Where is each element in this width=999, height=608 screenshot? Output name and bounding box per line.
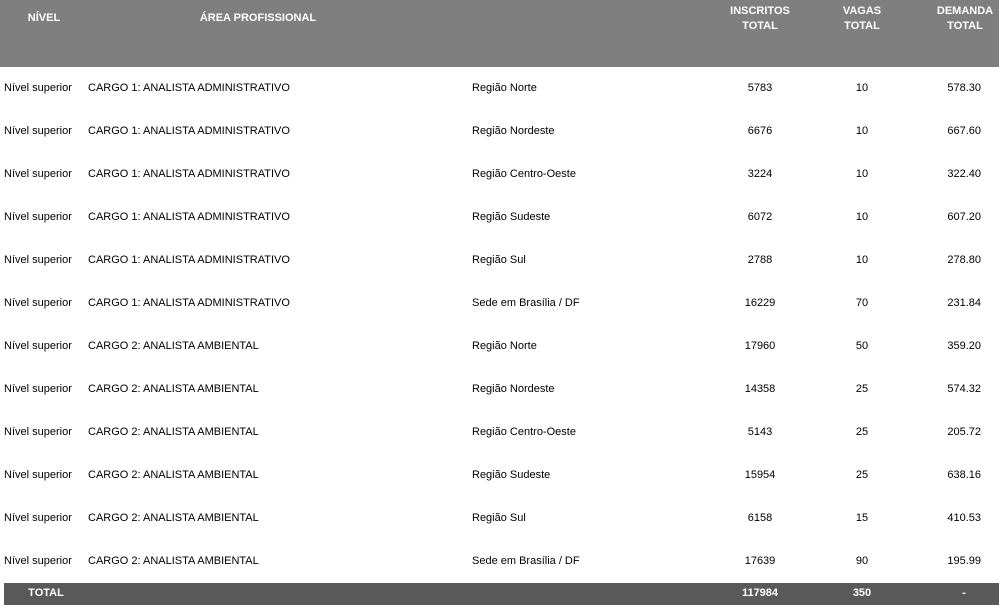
table-body xyxy=(0,67,999,583)
cell-vagas: 25 xyxy=(855,469,869,481)
cell-vagas: 25 xyxy=(855,383,869,395)
cell-demanda: 359.20 xyxy=(947,340,981,352)
cell-inscritos: 6158 xyxy=(747,512,773,524)
cell-inscritos: 5143 xyxy=(747,426,773,438)
footer-demanda-total: - xyxy=(962,587,966,599)
table-row xyxy=(0,153,999,196)
cell-cargo: CARGO 2: ANALISTA AMBIENTAL xyxy=(88,512,259,524)
cell-cargo: CARGO 2: ANALISTA AMBIENTAL xyxy=(88,340,259,352)
cell-nivel: Nível superior xyxy=(4,168,72,180)
cell-inscritos: 2788 xyxy=(747,254,773,266)
header-vagas-line2: TOTAL xyxy=(844,20,880,32)
table-row xyxy=(0,282,999,325)
cell-nivel: Nível superior xyxy=(4,211,72,223)
table-row xyxy=(0,325,999,368)
table-row xyxy=(0,196,999,239)
cell-vagas: 10 xyxy=(855,168,869,180)
cell-nivel: Nível superior xyxy=(4,254,72,266)
cell-cargo: CARGO 1: ANALISTA ADMINISTRATIVO xyxy=(88,82,290,94)
header-demanda-line1: DEMANDA xyxy=(936,5,994,17)
cell-vagas: 10 xyxy=(855,125,869,137)
table-row xyxy=(0,368,999,411)
cell-cargo: CARGO 1: ANALISTA ADMINISTRATIVO xyxy=(88,211,290,223)
table-row xyxy=(0,239,999,282)
cell-cargo: CARGO 1: ANALISTA ADMINISTRATIVO xyxy=(88,297,290,309)
cell-demanda: 574.32 xyxy=(947,383,981,395)
cell-cargo: CARGO 1: ANALISTA ADMINISTRATIVO xyxy=(88,254,290,266)
cell-demanda: 638.16 xyxy=(947,469,981,481)
cell-cargo: CARGO 2: ANALISTA AMBIENTAL xyxy=(88,555,259,567)
cell-inscritos: 16229 xyxy=(744,297,776,309)
table-footer-total xyxy=(4,583,999,605)
header-inscritos-total xyxy=(710,4,810,34)
table-row xyxy=(0,411,999,454)
cell-demanda: 322.40 xyxy=(947,168,981,180)
cell-inscritos: 5783 xyxy=(747,82,773,94)
cell-cargo: CARGO 2: ANALISTA AMBIENTAL xyxy=(88,383,259,395)
table-row xyxy=(0,110,999,153)
table-row xyxy=(0,67,999,110)
cell-cargo: CARGO 1: ANALISTA ADMINISTRATIVO xyxy=(88,125,290,137)
cell-demanda: 578.30 xyxy=(947,82,981,94)
cell-inscritos: 6676 xyxy=(747,125,773,137)
cell-nivel: Nível superior xyxy=(4,125,72,137)
cell-local: Região Centro-Oeste xyxy=(472,168,576,180)
cell-local: Região Sul xyxy=(472,512,526,524)
cell-local: Região Norte xyxy=(472,340,537,352)
cell-nivel: Nível superior xyxy=(4,426,72,438)
table-row xyxy=(0,540,999,583)
cell-vagas: 25 xyxy=(855,426,869,438)
cell-demanda: 231.84 xyxy=(947,297,981,309)
cell-local: Sede em Brasília / DF xyxy=(472,297,580,309)
cell-nivel: Nível superior xyxy=(4,469,72,481)
header-vagas-line1: VAGAS xyxy=(842,5,882,17)
cell-nivel: Nível superior xyxy=(4,383,72,395)
cell-vagas: 10 xyxy=(855,254,869,266)
footer-vagas-total: 350 xyxy=(852,587,872,599)
table-row xyxy=(0,454,999,497)
header-vagas-total xyxy=(812,4,912,34)
cell-inscritos: 6072 xyxy=(747,211,773,223)
cell-cargo: CARGO 2: ANALISTA AMBIENTAL xyxy=(88,426,259,438)
cell-vagas: 90 xyxy=(855,555,869,567)
cell-nivel: Nível superior xyxy=(4,297,72,309)
cell-vagas: 10 xyxy=(855,211,869,223)
footer-inscritos-total: 117984 xyxy=(741,587,779,599)
cell-demanda: 607.20 xyxy=(947,211,981,223)
cell-demanda: 278.80 xyxy=(947,254,981,266)
cell-nivel: Nível superior xyxy=(4,340,72,352)
cell-nivel: Nível superior xyxy=(4,555,72,567)
cell-inscritos: 15954 xyxy=(744,469,776,481)
header-demanda-line2: TOTAL xyxy=(947,20,983,32)
table-row xyxy=(0,497,999,540)
cell-local: Sede em Brasília / DF xyxy=(472,555,580,567)
cell-inscritos: 17960 xyxy=(744,340,776,352)
cell-local: Região Sudeste xyxy=(472,211,551,223)
cell-vagas: 10 xyxy=(855,82,869,94)
cell-nivel: Nível superior xyxy=(4,82,72,94)
cell-demanda: 667.60 xyxy=(947,125,981,137)
header-nivel: NÍVEL xyxy=(27,12,61,24)
cell-cargo: CARGO 2: ANALISTA AMBIENTAL xyxy=(88,469,259,481)
header-area-profissional: ÁREA PROFISSIONAL xyxy=(199,12,317,24)
cell-cargo: CARGO 1: ANALISTA ADMINISTRATIVO xyxy=(88,168,290,180)
cell-demanda: 205.72 xyxy=(947,426,981,438)
header-inscritos-line1: INSCRITOS xyxy=(730,5,790,17)
header-demanda-total xyxy=(910,4,999,34)
cell-demanda: 410.53 xyxy=(947,512,981,524)
cell-nivel: Nível superior xyxy=(4,512,72,524)
cell-local: Região Nordeste xyxy=(472,383,555,395)
cell-local: Região Norte xyxy=(472,82,537,94)
cell-local: Região Nordeste xyxy=(472,125,555,137)
cell-vagas: 70 xyxy=(855,297,869,309)
footer-total-label: TOTAL xyxy=(28,587,64,599)
cell-local: Região Sul xyxy=(472,254,526,266)
table-header xyxy=(0,0,999,67)
cell-vagas: 50 xyxy=(855,340,869,352)
cell-local: Região Sudeste xyxy=(472,469,551,481)
header-inscritos-line2: TOTAL xyxy=(742,20,778,32)
cell-inscritos: 17639 xyxy=(744,555,776,567)
cell-inscritos: 3224 xyxy=(747,168,773,180)
cell-inscritos: 14358 xyxy=(744,383,776,395)
cell-demanda: 195.99 xyxy=(947,555,981,567)
cell-vagas: 15 xyxy=(855,512,869,524)
cell-local: Região Centro-Oeste xyxy=(472,426,576,438)
